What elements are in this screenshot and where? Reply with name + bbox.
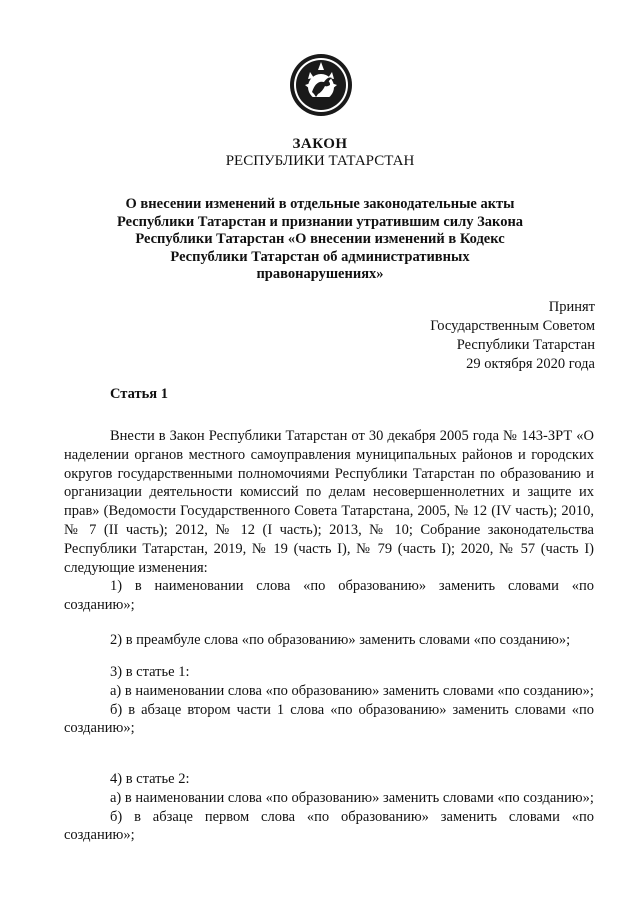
intro-text: Внести в Закон Республики Татарстан от 30 декабря 2005 года № 143-ЗРТ «О наделении органов местного самоуправления муниципальных районов и городских округов государственными полномочиями Республики Татарстан по образованию и организации деятельности комиссий по делам несовершеннолетних и защите их прав» (Ведомости Государственного Совета Татарстана, 2005, № 12 (IV часть); 2010, № 7 (II часть); 2012, № 12 (I часть); 2013, № 10; Собрание законодательства Республики Татарстан, 2019, № 19 (часть I), № 79 (часть I); 2020, № 57 (часть I) следующие изменения: xyxy=(64,428,594,576)
amendment-heading: 4) в статье 2: xyxy=(110,771,190,787)
amendment-text: 1) в наименовании слова «по образованию» заменить словами «по созданию»; xyxy=(64,578,594,613)
adoption-line: Республики Татарстан xyxy=(456,337,595,353)
document-issuer: РЕСПУБЛИКИ ТАТАРСТАН xyxy=(225,153,415,169)
amendment-item-2 xyxy=(64,631,594,650)
amendment-item-4 xyxy=(64,770,594,845)
adoption-block xyxy=(430,298,595,374)
coat-of-arms-graphic xyxy=(288,52,354,118)
amendment-subitem: а) в наименовании слова «по образованию» заменить словами «по созданию»; xyxy=(110,789,594,806)
amendment-text: 2) в преамбуле слова «по образованию» заменить словами «по созданию»; xyxy=(110,632,571,648)
amendment-item-3 xyxy=(64,663,594,738)
amendment-subitem: б) в абзаце втором части 1 слова «по образованию» заменить словами «по созданию»; xyxy=(64,701,594,737)
intro-paragraph xyxy=(64,427,594,577)
coat-of-arms-icon xyxy=(288,52,354,118)
adoption-line: Принят xyxy=(548,299,595,315)
adoption-date: 29 октября 2020 года xyxy=(466,356,595,372)
amendment-heading: 3) в статье 1: xyxy=(110,664,190,680)
law-title: О внесении изменений в отдельные законодательные акты Республики Татарстан и признании утратившим силу Закона Республики Татарстан «О внесении изменений в Кодекс Республики Татарстан об административных правонарушениях» xyxy=(116,196,524,282)
amendment-item-1 xyxy=(64,577,594,615)
amendment-subitem: а) в наименовании слова «по образованию» заменить словами «по созданию»; xyxy=(110,682,594,699)
adoption-line: Государственным Советом xyxy=(430,318,595,334)
article-heading: Статья 1 xyxy=(110,386,168,402)
amendment-subitem: б) в абзаце первом слова «по образованию» заменить словами «по созданию»; xyxy=(64,808,594,844)
document-type: ЗАКОН xyxy=(292,136,348,152)
